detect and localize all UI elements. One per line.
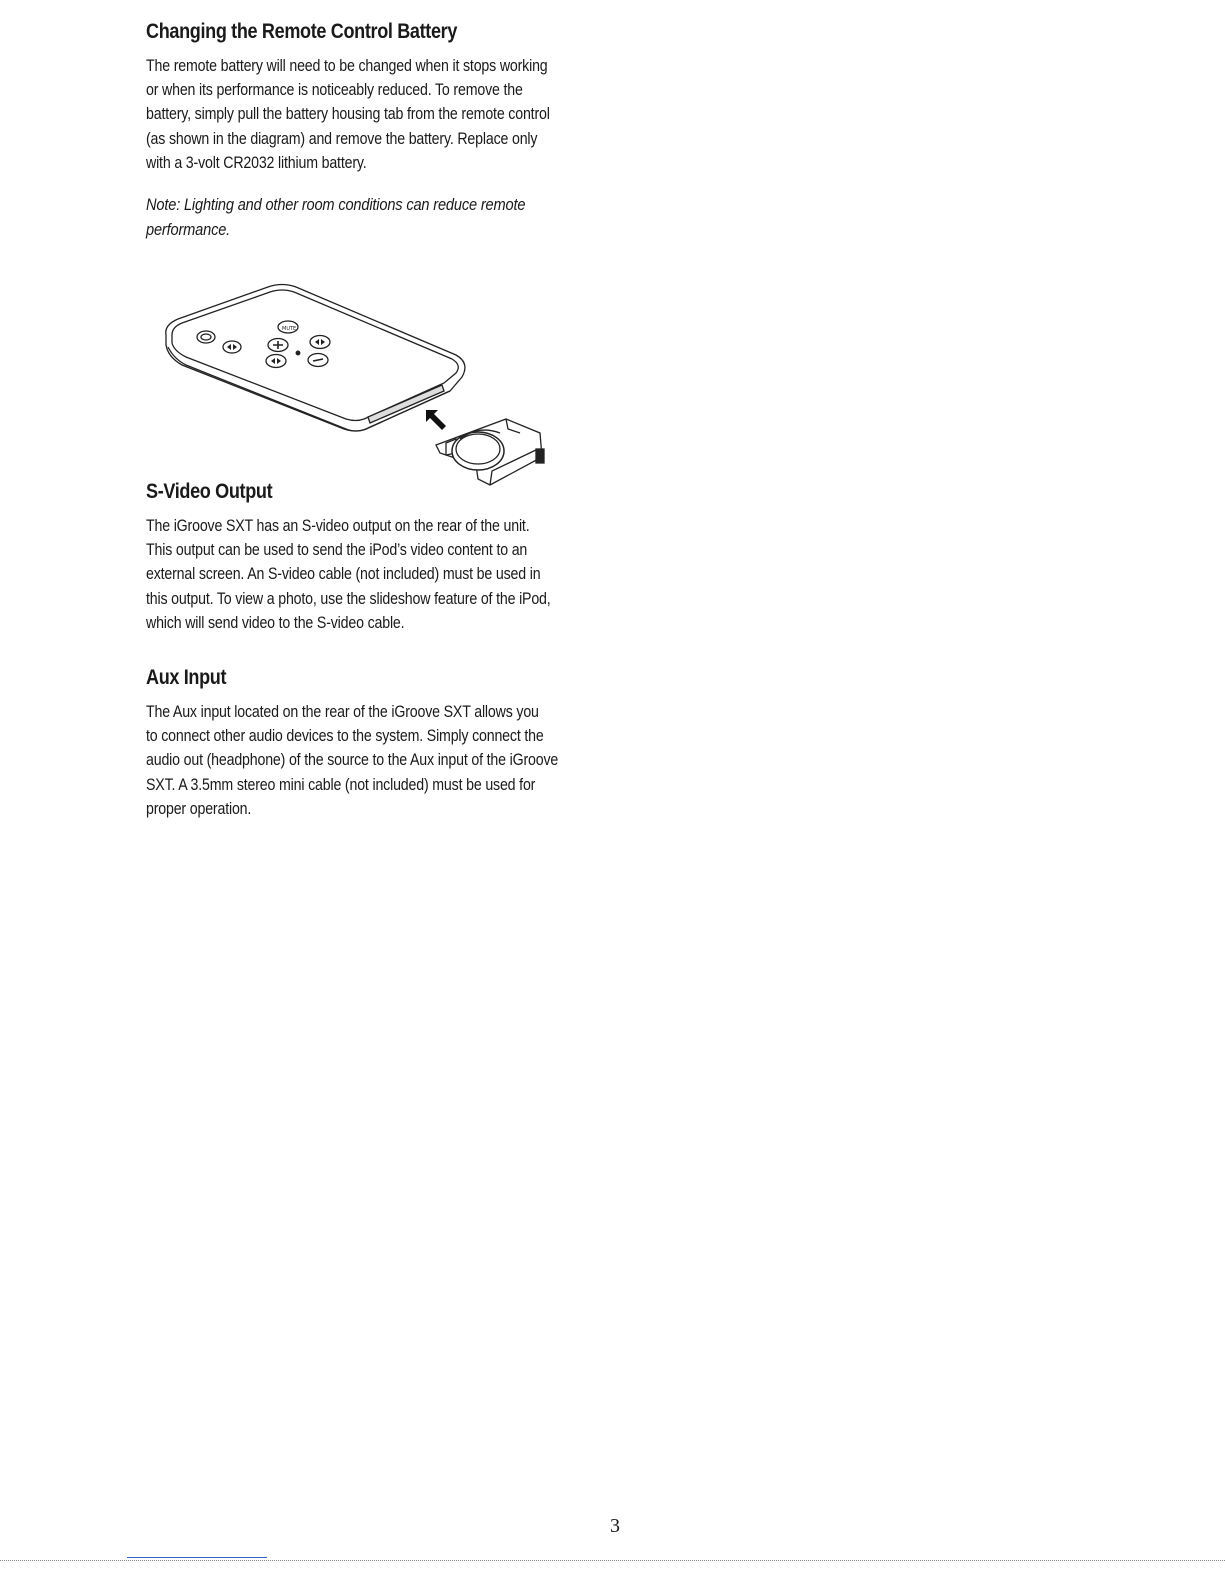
body-line: to connect other audio devices to the system. Simply connect the bbox=[146, 727, 544, 746]
body-line: this output. To view a photo, use the slideshow feature of the iPod, bbox=[146, 589, 551, 608]
body-line: This output can be used to send the iPod’s video content to an bbox=[146, 541, 528, 560]
section-title-svideo: S-Video Output bbox=[146, 480, 273, 503]
battery-tray-icon bbox=[436, 419, 544, 485]
section-body-aux bbox=[146, 700, 606, 821]
body-line: The remote battery will need to be changed when it stops working bbox=[146, 57, 548, 75]
body-line: external screen. An S-video cable (not included) must be used in bbox=[146, 565, 541, 584]
bottom-dotted-rule bbox=[0, 1560, 1225, 1561]
body-line: The iGroove SXT has an S-video output on the rear of the unit. bbox=[146, 517, 530, 535]
body-line: or when its performance is noticeably reduced. To remove the bbox=[146, 81, 523, 100]
section-body-battery bbox=[146, 54, 606, 175]
arrow-icon bbox=[426, 410, 446, 430]
body-line: with a 3-volt CR2032 lithium battery. bbox=[146, 153, 367, 172]
body-line: audio out (headphone) of the source to the Aux input of the iGroove bbox=[146, 751, 559, 770]
note-line: Note: Lighting and other room conditions can reduce remote bbox=[146, 195, 526, 214]
section-title-aux: Aux Input bbox=[146, 666, 227, 689]
note-line: performance. bbox=[146, 220, 231, 239]
remote-battery-illustration bbox=[160, 273, 560, 498]
body-line: (as shown in the diagram) and remove the battery. Replace only bbox=[146, 129, 538, 148]
body-line: The Aux input located on the rear of the iGroove SXT allows you bbox=[146, 703, 539, 721]
body-line: battery, simply pull the battery housing tab from the remote control bbox=[146, 105, 550, 124]
body-line: SXT. A 3.5mm stereo mini cable (not included) must be used for bbox=[146, 775, 536, 794]
note-text bbox=[146, 192, 606, 242]
body-line: proper operation. bbox=[146, 799, 252, 818]
page-number: 3 bbox=[610, 1515, 620, 1537]
body-line: which will send video to the S-video cable. bbox=[146, 613, 405, 632]
section-title-battery: Changing the Remote Control Battery bbox=[146, 20, 458, 43]
bottom-link-underline bbox=[127, 1557, 267, 1558]
svg-text:MUTE: MUTE bbox=[282, 326, 297, 332]
section-body-svideo bbox=[146, 514, 606, 635]
remote-control-icon bbox=[166, 285, 465, 432]
battery-diagram bbox=[160, 273, 560, 498]
